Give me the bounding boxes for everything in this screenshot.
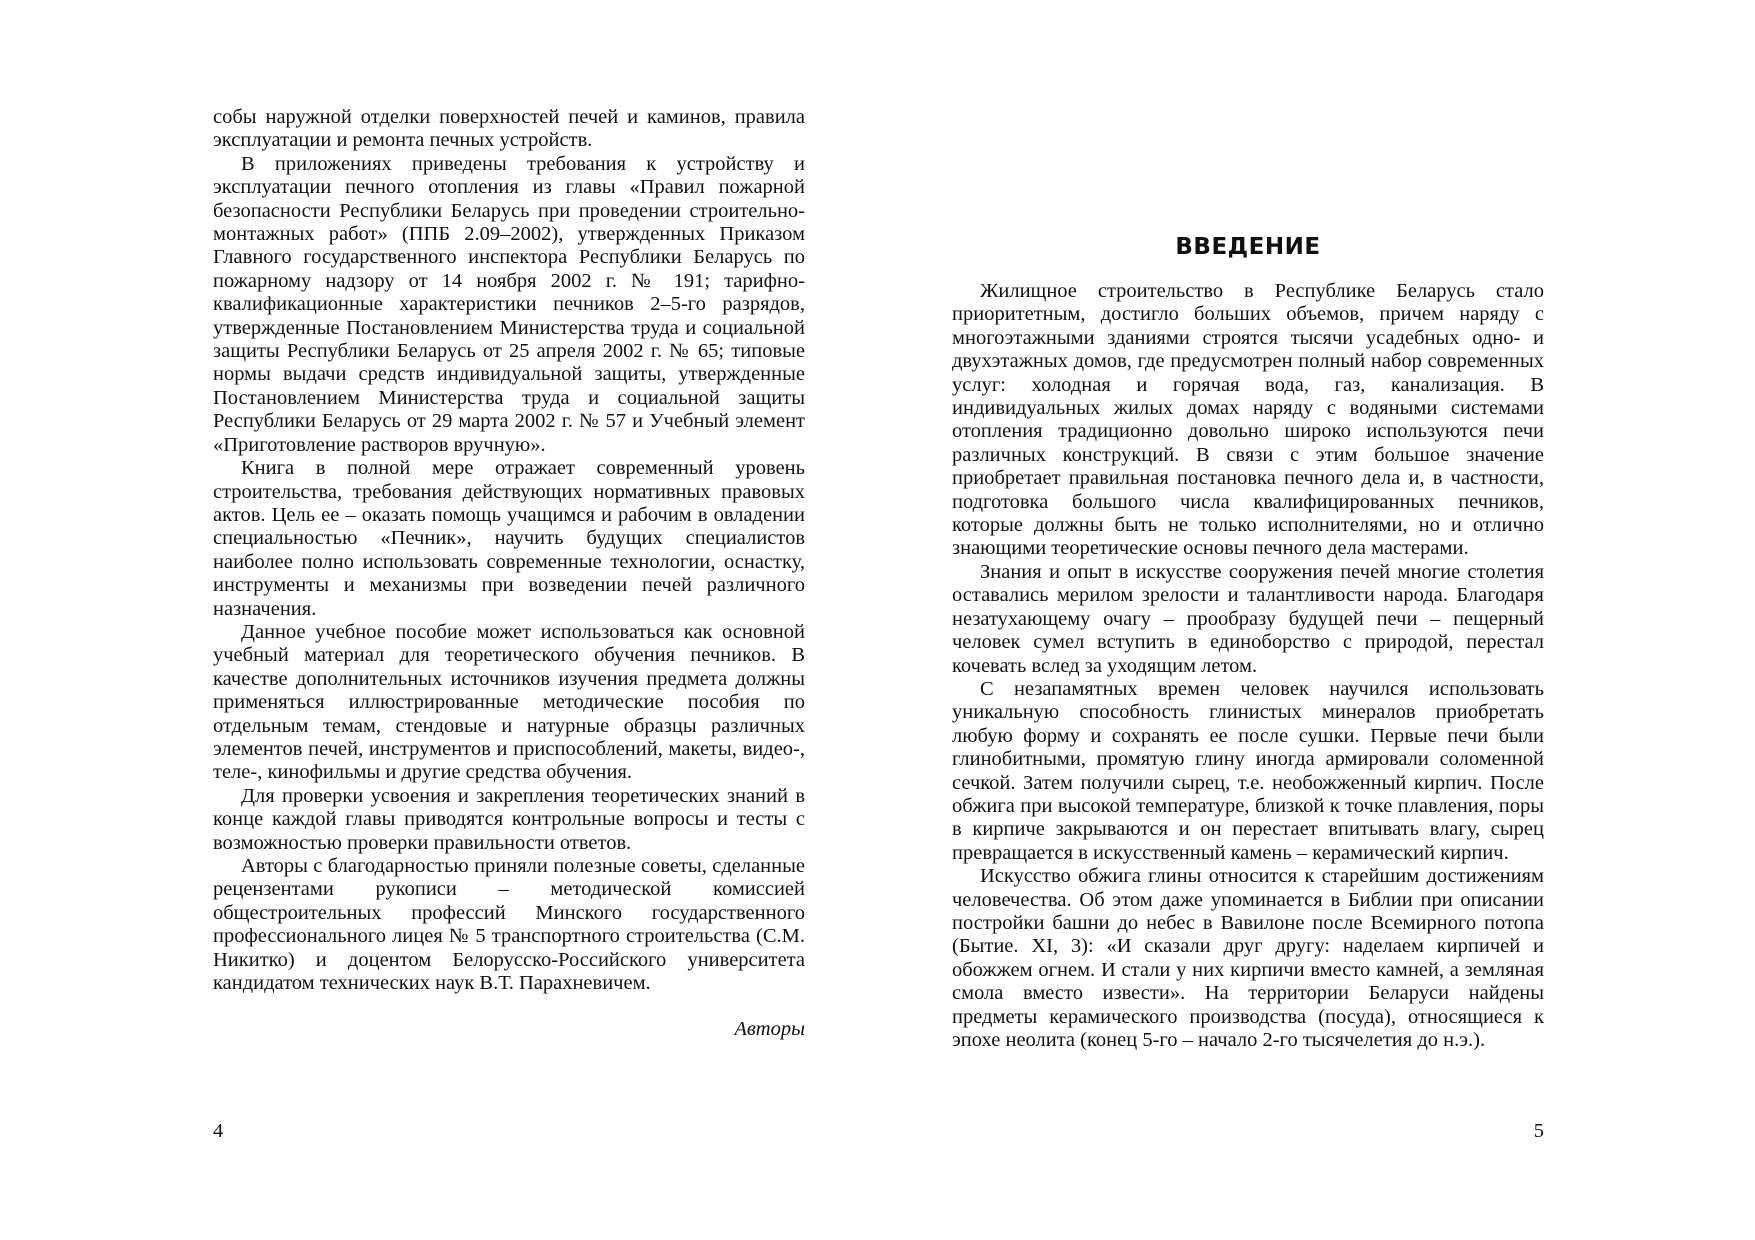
page-number: 4 — [213, 1120, 224, 1142]
paragraph: С незапамятных времен человек научился использовать уникальную способность глинистых минералов приобретать любую форму и сохранять ее после сушки. Первые печи были глинобитными, промятую глину иногда армировали соломенной сечкой. Затем получили сырец, т.е. необожженный кирпич. После обжига при высокой температуре, близкой к точке плавления, поры в кирпиче закрываются и он перестает впитывать влагу, сырец превращается в искусственный камень – керамический кирпич. — [952, 677, 1544, 864]
left-page-text — [213, 106, 805, 1042]
authors-signature: Авторы — [734, 1018, 805, 1041]
paragraph: Для проверки усвоения и закрепления теоретических знаний в конце каждой главы приводятся контрольные вопросы и тесты с возможностью проверки правильности ответов. — [213, 784, 805, 854]
right-page — [877, 0, 1755, 1240]
paragraph: Искусство обжига глины относится к старейшим достижениям человечества. Об этом даже упоминается в Библии при описании постройки башни до небес в Вавилоне после Всемирного потопа (Бытие. XI, 3): «И сказали друг другу: наделаем кирпичей и обожжем огнем. И стали у них кирпичи вместо камней, а земляная смола вместо извести». На территории Беларуси найдены предметы керамического производства (посуда), относящиеся к эпохе неолита (конец 5-го – начало 2-го тысячелетия до н.э.). — [952, 865, 1544, 1051]
paragraph: собы наружной отделки поверхностей печей и каминов, правила эксплуатации и ремонта печных устройств. — [213, 106, 805, 152]
left-page — [0, 0, 877, 1240]
paragraph: Данное учебное пособие может использоваться как основной учебный материал для теоретического обучения печников. В качестве дополнительных источников изучения предмета должны применяться иллюстрированные методические пособия по отдельным темам, стендовые и натурные образцы различных элементов печей, инструментов и приспособлений, макеты, видео-, теле-, кинофильмы и другие средства обучения. — [213, 620, 805, 784]
right-page-text — [952, 280, 1544, 1052]
paragraph: Авторы с благодарностью приняли полезные советы, сделанные рецензентами рукописи – методической комиссией общестроительных профессий Минского государственного профессионального лицея № 5 транспортного строительства (С.М. Никитко) и доцентом Белорусско-Российского университета кандидатом технических наук В.Т. Парахневичем. — [213, 855, 805, 995]
paragraph: В приложениях приведены требования к устройству и эксплуатации печного отопления из главы «Правил пожарной безопасности Республики Беларусь при проведении строительно-монтажных работ» (ППБ 2.09–2002), утвержденных Приказом Главного государственного инспектора Республики Беларусь по пожарному надзору от 14 ноября 2002 г. № 191; тарифно-квалификационные характеристики печников 2–5-го разрядов, утвержденные Постановлением Министерства труда и социальной защиты Республики Беларусь от 25 апреля 2002 г. № 65; типовые нормы выдачи средств индивидуальной защиты, утвержденные Постановлением Министерства труда и социальной защиты Республики Беларусь от 29 марта 2002 г. № 57 и Учебный элемент «Приготовление растворов вручную». — [213, 152, 805, 456]
paragraph: Жилищное строительство в Республике Беларусь стало приоритетным, достигло больших объемов, причем наряду с многоэтажными зданиями строятся тысячи усадебных одно- и двухэтажных домов, где предусмотрен полный набор современных услуг: холодная и горячая вода, газ, канализация. В индивидуальных жилых домах наряду с водяными системами отопления традиционно довольно широко используются печи различных конструкций. В связи с этим большое значение приобретает правильная постановка печного дела и, в частности, подготовка большого числа квалифицированных печников, которые должны быть не только исполнителями, но и отлично знающими теоретические основы печного дела мастерами. — [952, 280, 1544, 560]
paragraph: Знания и опыт в искусстве сооружения печей многие столетия оставались мерилом зрелости и талантливости народа. Благодаря незатухающему очагу – прообразу будущей печи – пещерный человек сумел вступить в единоборство с природой, перестал кочевать вслед за уходящим летом. — [952, 560, 1544, 677]
paragraph: Книга в полной мере отражает современный уровень строительства, требования действующих нормативных правовых актов. Цель ее – оказать помощь учащимся и рабочим в овладении специальностью «Печник», научить будущих специалистов наиболее полно использовать современные технологии, оснастку, инструменты и механизмы при возведении печей различного назначения. — [213, 457, 805, 620]
page-number: 5 — [1533, 1120, 1544, 1142]
chapter-heading: ВВЕДЕНИЕ — [1175, 234, 1321, 260]
